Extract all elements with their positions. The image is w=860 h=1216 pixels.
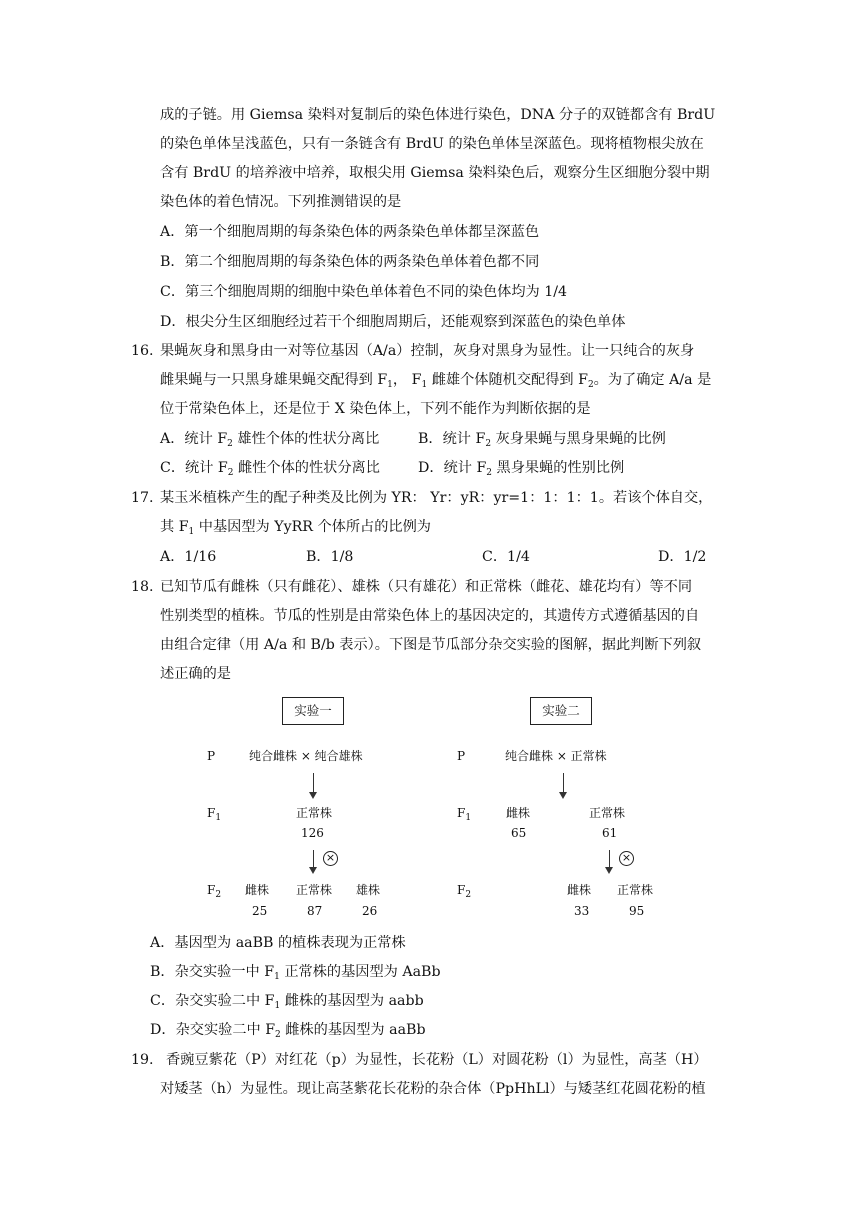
exp2-selfing-icon: × <box>619 851 634 866</box>
q18-line-4: 述正确的是 <box>160 666 231 682</box>
q17-option-c: C．1/4 <box>482 549 530 565</box>
q17-option-a: A．1/16 <box>160 549 217 565</box>
q18-option-a: A．基因型为 aaBB 的植株表现为正常株 <box>150 935 406 951</box>
q15-option-b: B．第二个细胞周期的每条染色体的两条染色单体着色都不同 <box>160 254 540 270</box>
experiment-1-title: 实验一 <box>282 697 344 725</box>
q15-line-2: 的染色单体呈浅蓝色，只有一条链含有 BrdU 的染色单体呈深蓝色。现将植物根尖放在 <box>160 136 704 152</box>
exp1-p-label: P <box>207 749 216 763</box>
exp1-selfing-icon: × <box>323 851 338 866</box>
exp1-f2-count-female: 25 <box>252 904 268 918</box>
q18-number: 18. <box>131 579 154 595</box>
q15-line-4: 染色体的着色情况。下列推测错误的是 <box>160 194 402 210</box>
exp2-f1-type-normal: 正常株 <box>589 806 626 820</box>
q15-line-3: 含有 BrdU 的培养液中培养，取根尖用 Giemsa 染料染色后，观察分生区细胞分裂中期 <box>160 165 710 181</box>
experiment-2-title: 实验二 <box>530 697 592 725</box>
q17-option-b: B．1/8 <box>306 549 354 565</box>
q16-option-a: A．统计 $F_2$ 雄性个体的性状分离比 <box>160 431 380 449</box>
exp2-parent-cross: 纯合雌株 × 正常株 <box>505 749 607 763</box>
q18-line-1: 已知节瓜有雌株（只有雌花）、雄株（只有雄花）和正常株（雌花、雄花均有）等不同 <box>160 579 693 595</box>
exp2-f2-type-normal: 正常株 <box>617 883 654 897</box>
exp1-f1-label: $F_1$ <box>207 806 222 823</box>
q15-line-1: 成的子链。用 Giemsa 染料对复制后的染色体进行染色，DNA 分子的双链都含有 BrdU <box>160 107 716 123</box>
exp1-f2-type-normal: 正常株 <box>296 883 333 897</box>
exp1-f2-count-normal: 87 <box>307 904 323 918</box>
q15-option-a: A．第一个细胞周期的每条染色体的两条染色单体都呈深蓝色 <box>160 224 540 240</box>
exp2-f2-type-female: 雌株 <box>567 883 592 897</box>
q19-line-2: 对矮茎（h）为显性。现让高茎紫花长花粉的杂合体（PpHhLl）与矮茎红花圆花粉的植 <box>160 1081 706 1097</box>
exp1-f2-type-female: 雌株 <box>245 883 270 897</box>
exp2-p-label: P <box>457 749 466 763</box>
q17-line-1: 某玉米植株产生的配子种类及比例为 YR： Yr：yR：yr=1：1：1：1。若该个体自交， <box>160 490 713 506</box>
q18-option-c: C．杂交实验二中 $F_1$ 雌株的基因型为 aabb <box>150 993 424 1011</box>
exp2-f1-label: $F_1$ <box>457 806 472 823</box>
q18-option-d: D．杂交实验二中 $F_2$ 雌株的基因型为 aaBb <box>150 1022 426 1040</box>
q15-option-d: D．根尖分生区细胞经过若干个细胞周期后，还能观察到深蓝色的染色单体 <box>160 314 626 330</box>
exp1-f1-count: 126 <box>301 826 324 840</box>
q18-option-b: B．杂交实验一中 $F_1$ 正常株的基因型为 AaBb <box>150 964 441 982</box>
exp1-arrow-down-1 <box>313 773 314 793</box>
q17-line-2: 其 $F_1$ 中基因型为 YyRR 个体所占的比例为 <box>160 519 431 537</box>
q16-line-3: 位于常染色体上，还是位于 X 染色体上，下列不能作为判断依据的是 <box>160 401 591 417</box>
q16-number: 16. <box>131 343 154 359</box>
q16-option-c: C．统计 $F_2$ 雌性个体的性状分离比 <box>160 460 380 478</box>
q19-number: 19. <box>131 1052 154 1068</box>
q18-line-3: 由组合定律（用 A/a 和 B/b 表示）。下图是节瓜部分杂交实验的图解，据此判断下列叙 <box>160 637 702 653</box>
exp2-arrow-down-1 <box>563 773 564 793</box>
q18-line-2: 性别类型的植株。节瓜的性别是由常染色体上的基因决定的，其遗传方式遵循基因的自 <box>160 608 700 624</box>
exp2-f1-count-normal: 61 <box>602 826 618 840</box>
q16-option-d: D．统计 $F_2$ 黑身果蝇的性别比例 <box>418 460 625 478</box>
q17-option-d: D．1/2 <box>658 549 707 565</box>
exp2-f2-count-female: 33 <box>574 904 590 918</box>
exp1-f2-count-male: 26 <box>362 904 378 918</box>
exp1-parent-cross: 纯合雌株 × 纯合雄株 <box>249 749 363 763</box>
q16-line-2: 雌果蝇与一只黑身雄果蝇交配得到 $F_1$， $F_1$ 雌雄个体随机交配得到 $F_2$。为了确定 A/a 是 <box>160 372 712 390</box>
q15-option-c: C．第三个细胞周期的细胞中染色单体着色不同的染色体均为 1/4 <box>160 284 568 300</box>
exp1-f1-type: 正常株 <box>296 806 333 820</box>
q16-line-1: 果蝇灰身和黑身由一对等位基因（A/a）控制，灰身对黑身为显性。让一只纯合的灰身 <box>160 343 695 359</box>
exp2-f2-label: $F_2$ <box>457 883 472 900</box>
q16-option-b: B．统计 $F_2$ 灰身果蝇与黑身果蝇的比例 <box>418 431 666 449</box>
exp2-f1-type-female: 雌株 <box>506 806 531 820</box>
exp1-arrow-down-2 <box>313 850 314 868</box>
exp2-arrow-down-2 <box>609 850 610 868</box>
q19-line-1: 香豌豆紫花（P）对红花（p）为显性，长花粉（L）对圆花粉（l）为显性，高茎（H） <box>166 1052 708 1068</box>
q17-number: 17. <box>131 490 154 506</box>
exp1-f2-type-male: 雄株 <box>356 883 381 897</box>
exp2-f1-count-female: 65 <box>511 826 527 840</box>
exp1-f2-label: $F_2$ <box>207 883 222 900</box>
exp2-f2-count-normal: 95 <box>629 904 645 918</box>
